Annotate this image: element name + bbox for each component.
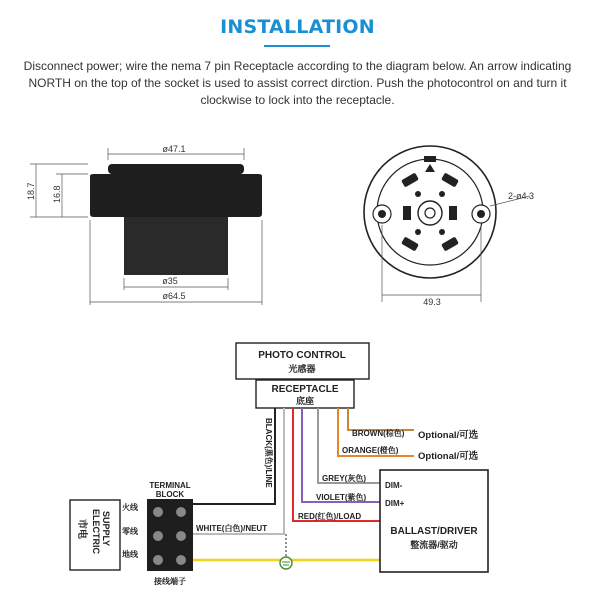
dim-hole-spacing: 49.3 bbox=[423, 297, 441, 307]
side-lower-body bbox=[124, 217, 228, 275]
electric-supply-label-1: ELECTRIC bbox=[91, 509, 101, 554]
dim-height-total: 18.7 bbox=[26, 182, 36, 200]
ballast-label: BALLAST/DRIVER bbox=[390, 526, 478, 537]
ground-icon bbox=[280, 557, 292, 569]
photo-control-label: PHOTO CONTROL bbox=[258, 350, 346, 361]
side-main-body bbox=[90, 174, 262, 217]
label-optional-1: Optional/可选 bbox=[418, 430, 479, 441]
label-neutral-cn: 零线 bbox=[122, 527, 138, 536]
label-grey: GREY(灰色) bbox=[322, 474, 366, 483]
label-black-line: BLACK(黑色)/LINE bbox=[264, 418, 273, 488]
label-brown: BROWN(棕色) bbox=[352, 429, 405, 438]
label-violet: VIOLET(紫色) bbox=[316, 493, 367, 502]
label-dim-minus: DIM- bbox=[385, 481, 403, 490]
side-top-cap bbox=[108, 164, 244, 174]
label-orange: ORANGE(橙色) bbox=[342, 446, 399, 455]
wire-brown bbox=[348, 408, 414, 430]
page-title: INSTALLATION bbox=[220, 16, 375, 38]
dim-body-diameter: ø35 bbox=[162, 276, 178, 286]
dim-height-base: 16.8 bbox=[52, 185, 62, 203]
supply-label-cn: 市电 bbox=[76, 519, 87, 539]
label-optional-2: Optional/可选 bbox=[418, 451, 479, 462]
dim-hole-diameter: 2-ø4.3 bbox=[508, 191, 535, 201]
terminal-label-cn: 接线端子 bbox=[154, 577, 186, 586]
top-view-drawing bbox=[364, 146, 534, 307]
label-dim-plus: DIM+ bbox=[385, 499, 405, 508]
dim-top-diameter: ø47.1 bbox=[162, 144, 186, 154]
label-live-cn: 火线 bbox=[122, 503, 138, 512]
side-view-drawing bbox=[26, 144, 262, 305]
description: Disconnect power; wire the nema 7 pin Receptacle according to the diagram below. An arrow indicating NORTH on the top of the socket is used to assist correct dirction. Push the photocontrol on and turn it clockwise to lock into the receptacle. bbox=[23, 59, 572, 107]
ballast-label-cn: 整流器/驱动 bbox=[410, 540, 458, 550]
label-ground-cn: 地线 bbox=[122, 550, 138, 559]
terminal-label-1: TERMINAL bbox=[149, 481, 191, 490]
photo-control-label-cn: 光感器 bbox=[288, 364, 316, 374]
dim-base-diameter: ø64.5 bbox=[162, 291, 186, 301]
wire-red bbox=[293, 408, 380, 521]
label-red-load: RED(红色)/LOAD bbox=[298, 512, 362, 521]
receptacle-label-cn: 底座 bbox=[295, 396, 315, 406]
wire-black bbox=[192, 408, 275, 504]
receptacle-label: RECEPTACLE bbox=[271, 384, 339, 395]
electric-supply-label-2: SUPPLY bbox=[101, 511, 111, 547]
wiring-diagram bbox=[70, 343, 488, 586]
terminal-label-2: BLOCK bbox=[155, 490, 185, 499]
label-white-neut: WHITE(白色)/NEUT bbox=[196, 524, 268, 533]
